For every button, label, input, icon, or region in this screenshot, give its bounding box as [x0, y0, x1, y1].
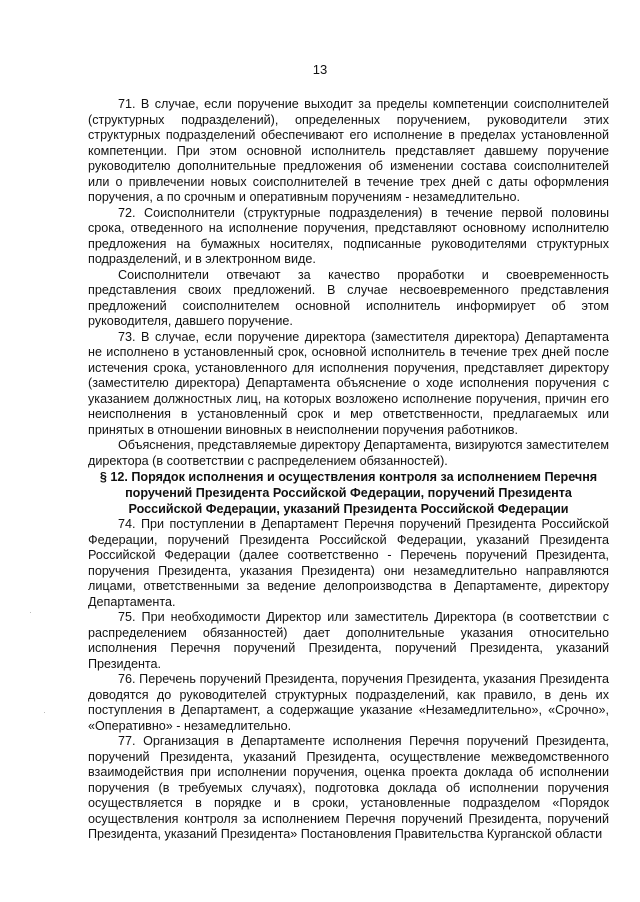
paragraph-75: 75. При необходимости Директор или заместитель Директора (в соответствии с распределением обязанностей) дает дополнительные указания относительно исполнения Перечня поручений Президента, поручений Президента, указаний Президента. — [88, 610, 609, 671]
scan-speck — [30, 612, 31, 613]
paragraph-73: 73. В случае, если поручение директора (заместителя директора) Департамента не исполнено в установленный срок, основной исполнитель в течение трех дней после истечения срока, установленного для исполнения поручения, представляет директору (заместителю директора) Департамента объяснение о ходе исполнения поручения с указанием должностных лиц, на которых возложено исполнение поручения, причин его неисполнения в установленный срок и мер ответственности, предлагаемых или принятых в отношении виновных в неисполнении поручения работников. — [88, 329, 609, 437]
paragraph-71: 71. В случае, если поручение выходит за пределы компетенции соисполнителей (структурных подразделений), определенных поручением, руководители этих структурных подразделений обеспечивают его исполнение в пределах установленной компетенции. При этом основной исполнитель представляет давшему поручение руководителю дополнительные предложения об изменении состава соисполнителей или о привлечении новых соисполнителей в течение трех дней с даты оформления поручения, а по срочным и оперативным поручениям - незамедлительно. — [88, 97, 609, 204]
paragraph-72-continuation: Соисполнители отвечают за качество проработки и своевременность представления своих предложений. В случае несвоевременного представления предложений соисполнителем основной исполнитель информирует об этом руководителя, давшего поручение. — [88, 267, 609, 328]
scan-speck — [44, 712, 45, 713]
section-heading: § 12. Порядок исполнения и осуществления контроля за исполнением Перечня поручений Президента Российской Федерации, поручений Президента Российской Федерации, указаний Президента Российской Федерации — [99, 470, 598, 516]
paragraph-76: 76. Перечень поручений Президента, поручения Президента, указания Президента доводятся до руководителей структурных подразделений, как правило, в день их поступления в Департамент, а содержащие указание «Незамедлительно», «Срочно», «Оперативно» - незамедлительно. — [88, 672, 609, 733]
paragraph-77: 77. Организация в Департаменте исполнения Перечня поручений Президента, поручений Президента, указаний Президента, осуществление межведомственного взаимодействия при исполнении поручения, оценка проекта доклада об исполнении поручения (в требуемых случаях), подготовка доклада об исполнении поручения осуществляется в порядке и в сроки, установленные подразделом «Порядок осуществления контроля за исполнением Перечня поручений Президента, поручений Президента, указаний Президента» Постановления Правительства Курганской области — [88, 734, 609, 841]
paragraph-72: 72. Соисполнители (структурные подразделения) в течение первой половины срока, отведенного на исполнение поручения, представляют основному исполнителю предложения на бумажных носителях, подписанные руководителями структурных подразделений, и в электронном виде. — [88, 205, 609, 266]
paragraph-74: 74. При поступлении в Департамент Перечня поручений Президента Российской Федерации, поручений Президента Российской Федерации, указаний Президента Российской Федерации (далее соответственно - Перечень поручений Президента, поручения Президента, указания Президента) они незамедлительно направляются лицами, ответственными за ведение делопроизводства в Департаменте, директору Департамента. — [88, 517, 609, 609]
document-body — [88, 97, 609, 843]
page-number: 13 — [312, 62, 328, 77]
paragraph-73-continuation: Объяснения, представляемые директору Департамента, визируются заместителем директора (в соответствии с распределением обязанностей). — [88, 438, 609, 468]
